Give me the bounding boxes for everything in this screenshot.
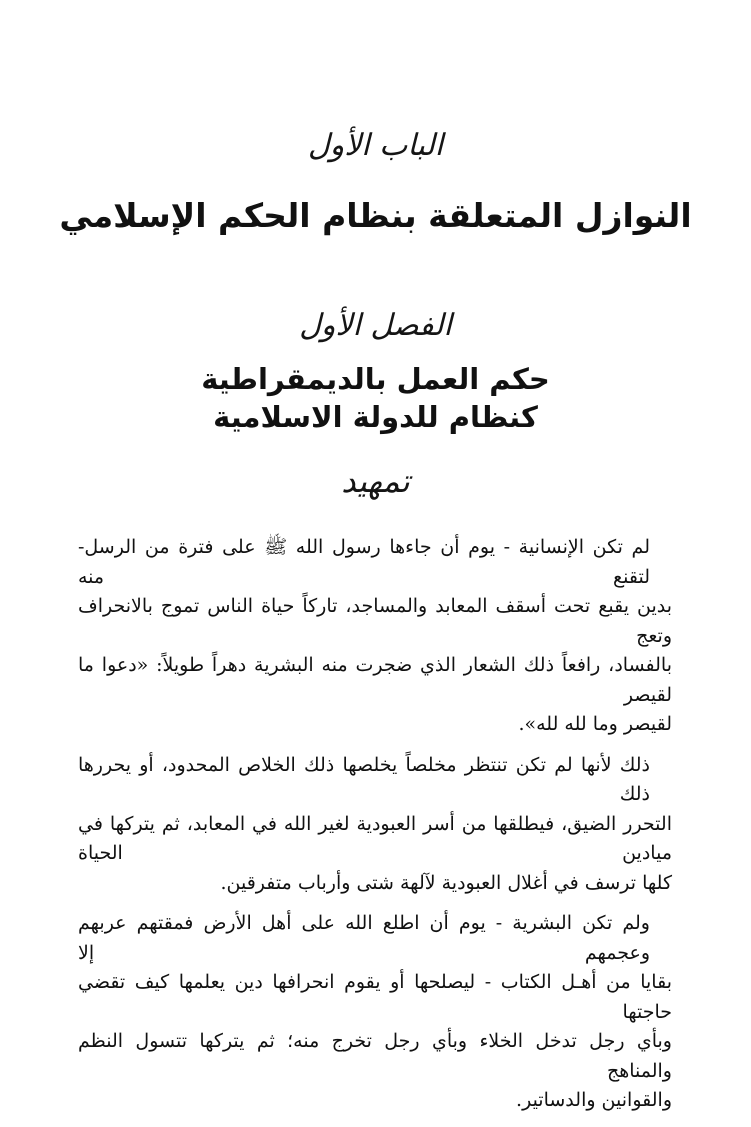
paragraph-line: بدين يقبع تحت أسقف المعابد والمساجد، تاركاً حياة الناس تموج بالانحراف وتعج xyxy=(78,595,672,647)
chapter-title-line-2: كنظام للدولة الاسلامية xyxy=(213,400,538,434)
part-label: الباب الأول xyxy=(307,128,444,163)
chapter-label: الفصل الأول xyxy=(299,308,452,343)
part-title: النوازل المتعلقة بنظام الحكم الإسلامي xyxy=(59,196,692,235)
paragraph-line: والقوانين والدساتير. xyxy=(516,1089,672,1111)
body-text xyxy=(78,533,672,1127)
paragraph-2 xyxy=(78,751,672,899)
paragraph-line: كلها ترسف في أغلال العبودية لآلهة شتى وأرباب متفرقين. xyxy=(220,871,672,894)
paragraph-line: التحرر الضيق، فيطلقها من أسر العبودية لغير الله في المعابد، ثم يتركها في ميادين الحياة xyxy=(78,812,672,864)
paragraph-line: لقيصر وما لله لله». xyxy=(518,713,672,735)
paragraph-1 xyxy=(78,533,672,740)
paragraph-line: ولم تكن البشرية - يوم أن اطلع الله على أهل الأرض فمقتهم عربهم وعجمهم إلا xyxy=(78,912,650,964)
paragraph-line: وبأي رجل تدخل الخلاء وبأي رجل تخرج منه؛ ثم يتركها تتسول النظم والمناهج xyxy=(78,1030,672,1082)
paragraph-line: لم تكن الإنسانية - يوم أن جاءها رسول الله ﷺ على فترة من الرسل- لتقنع منه xyxy=(78,536,650,588)
chapter-title-line-1: حكم العمل بالديمقراطية xyxy=(201,362,550,396)
paragraph-line: ذلك لأنها لم تكن تنتظر مخلصاً يخلصها ذلك الخلاص المحدود، أو يحررها ذلك xyxy=(78,753,650,805)
paragraph-line: بالفساد، رافعاً ذلك الشعار الذي ضجرت منه البشرية دهراً طويلاً: «دعوا ما لقيصر xyxy=(78,654,672,706)
paragraph-line: بقايا من أهـل الكتاب - ليصلحها أو يقوم انحرافها دين يعلمها كيف تقضي حاجتها xyxy=(78,971,672,1023)
section-label: تمهيد xyxy=(341,462,410,500)
